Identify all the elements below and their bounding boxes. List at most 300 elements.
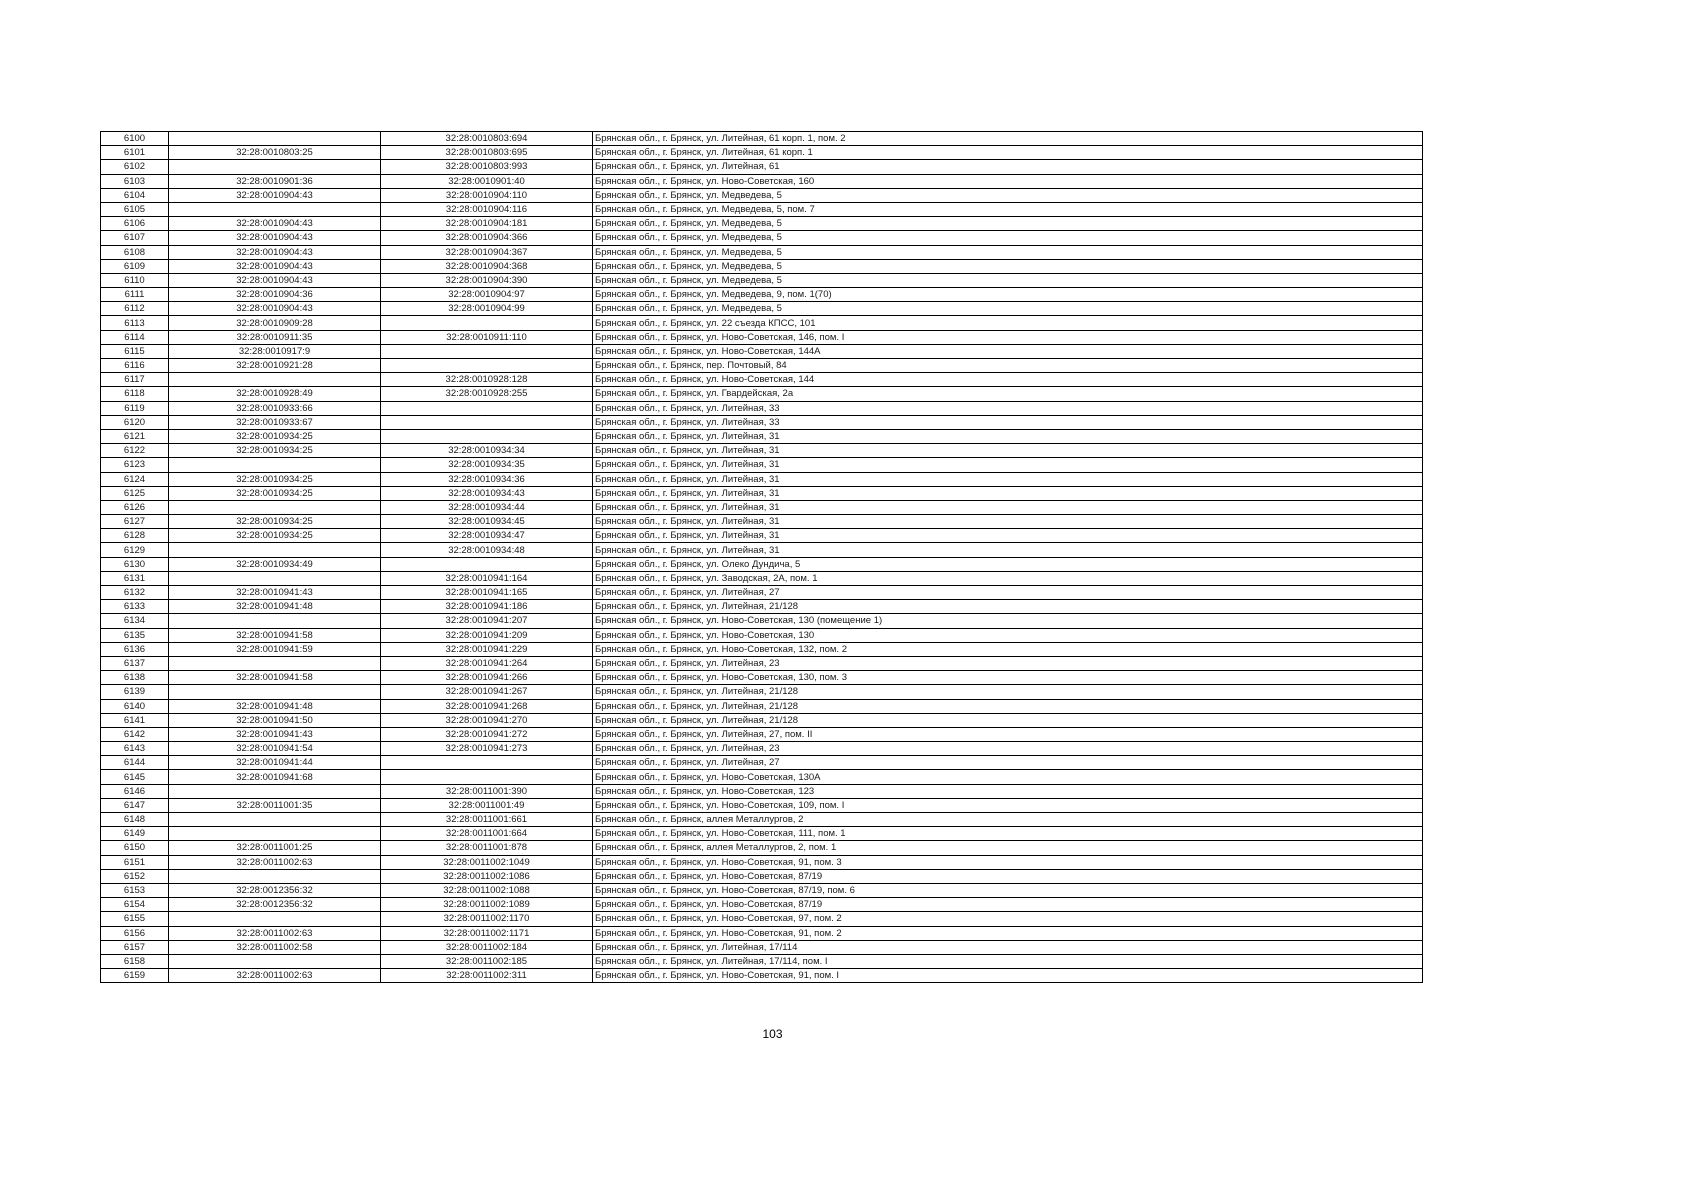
object-cadastral-number-cell: 32:28:0010941:165 — [381, 586, 593, 600]
row-number-cell: 6132 — [101, 586, 169, 600]
object-cadastral-number-cell — [381, 344, 593, 358]
object-cadastral-number-cell: 32:28:0011002:311 — [381, 969, 593, 983]
object-cadastral-number-cell: 32:28:0011002:185 — [381, 954, 593, 968]
land-cadastral-number-cell — [169, 869, 381, 883]
table-row — [101, 898, 1423, 912]
land-cadastral-number-cell: 32:28:0010941:44 — [169, 756, 381, 770]
address-cell: Брянская обл., г. Брянск, ул. Ново-Советская, 123 — [593, 784, 1423, 798]
object-cadastral-number-cell: 32:28:0011002:1170 — [381, 912, 593, 926]
land-cadastral-number-cell: 32:28:0010933:67 — [169, 415, 381, 429]
address-cell: Брянская обл., г. Брянск, ул. Литейная, 31 — [593, 429, 1423, 443]
land-cadastral-number-cell: 32:28:0010904:36 — [169, 288, 381, 302]
land-cadastral-number-cell: 32:28:0011001:35 — [169, 798, 381, 812]
address-cell: Брянская обл., г. Брянск, ул. Литейная, 17/114, пом. I — [593, 954, 1423, 968]
table-row — [101, 373, 1423, 387]
table-row — [101, 869, 1423, 883]
address-cell: Брянская обл., г. Брянск, ул. Ново-Советская, 130А — [593, 770, 1423, 784]
object-cadastral-number-cell: 32:28:0010941:229 — [381, 642, 593, 656]
land-cadastral-number-cell — [169, 954, 381, 968]
object-cadastral-number-cell: 32:28:0010941:207 — [381, 614, 593, 628]
address-cell: Брянская обл., г. Брянск, ул. Медведева, 5 — [593, 188, 1423, 202]
page-number: 103 — [762, 1027, 783, 1041]
land-cadastral-number-cell: 32:28:0010934:25 — [169, 529, 381, 543]
table-row — [101, 642, 1423, 656]
object-cadastral-number-cell: 32:28:0010803:695 — [381, 146, 593, 160]
table-row — [101, 600, 1423, 614]
row-number-cell: 6133 — [101, 600, 169, 614]
land-cadastral-number-cell: 32:28:0012356:32 — [169, 898, 381, 912]
land-cadastral-number-cell — [169, 373, 381, 387]
object-cadastral-number-cell: 32:28:0010934:45 — [381, 515, 593, 529]
address-cell: Брянская обл., г. Брянск, ул. Ново-Советская, 160 — [593, 174, 1423, 188]
row-number-cell: 6153 — [101, 883, 169, 897]
row-number-cell: 6108 — [101, 245, 169, 259]
land-cadastral-number-cell: 32:28:0010911:35 — [169, 330, 381, 344]
row-number-cell: 6154 — [101, 898, 169, 912]
land-cadastral-number-cell: 32:28:0010904:43 — [169, 302, 381, 316]
object-cadastral-number-cell — [381, 415, 593, 429]
address-cell: Брянская обл., г. Брянск, ул. Литейная, 33 — [593, 401, 1423, 415]
object-cadastral-number-cell — [381, 401, 593, 415]
address-cell: Брянская обл., г. Брянск, ул. Литейная, 31 — [593, 458, 1423, 472]
address-cell: Брянская обл., г. Брянск, ул. Литейная, 31 — [593, 543, 1423, 557]
land-cadastral-number-cell: 32:28:0010934:25 — [169, 486, 381, 500]
object-cadastral-number-cell: 32:28:0010904:366 — [381, 231, 593, 245]
table-row — [101, 671, 1423, 685]
address-cell: Брянская обл., г. Брянск, ул. Медведева, 5, пом. 7 — [593, 202, 1423, 216]
row-number-cell: 6140 — [101, 699, 169, 713]
row-number-cell: 6142 — [101, 727, 169, 741]
object-cadastral-number-cell: 32:28:0010928:255 — [381, 387, 593, 401]
object-cadastral-number-cell: 32:28:0010941:273 — [381, 742, 593, 756]
table-row — [101, 770, 1423, 784]
table-row — [101, 302, 1423, 316]
object-cadastral-number-cell: 32:28:0010941:267 — [381, 685, 593, 699]
row-number-cell: 6126 — [101, 500, 169, 514]
table-row — [101, 146, 1423, 160]
address-cell: Брянская обл., г. Брянск, ул. 22 съезда КПСС, 101 — [593, 316, 1423, 330]
table-row — [101, 742, 1423, 756]
land-cadastral-number-cell — [169, 813, 381, 827]
table-row — [101, 784, 1423, 798]
table-row — [101, 571, 1423, 585]
land-cadastral-number-cell: 32:28:0010941:59 — [169, 642, 381, 656]
row-number-cell: 6144 — [101, 756, 169, 770]
address-cell: Брянская обл., г. Брянск, ул. Литейная, 31 — [593, 444, 1423, 458]
land-cadastral-number-cell: 32:28:0010928:49 — [169, 387, 381, 401]
row-number-cell: 6159 — [101, 969, 169, 983]
table-row — [101, 330, 1423, 344]
object-cadastral-number-cell: 32:28:0010941:272 — [381, 727, 593, 741]
row-number-cell: 6101 — [101, 146, 169, 160]
land-cadastral-number-cell — [169, 784, 381, 798]
address-cell: Брянская обл., г. Брянск, ул. Литейная, 61 корп. 1 — [593, 146, 1423, 160]
object-cadastral-number-cell: 32:28:0010941:186 — [381, 600, 593, 614]
land-cadastral-number-cell — [169, 656, 381, 670]
table-row — [101, 472, 1423, 486]
address-cell: Брянская обл., г. Брянск, ул. Ново-Советская, 130 (помещение 1) — [593, 614, 1423, 628]
row-number-cell: 6130 — [101, 557, 169, 571]
land-cadastral-number-cell: 32:28:0010941:48 — [169, 600, 381, 614]
table-row — [101, 969, 1423, 983]
row-number-cell: 6158 — [101, 954, 169, 968]
object-cadastral-number-cell: 32:28:0010911:110 — [381, 330, 593, 344]
row-number-cell: 6145 — [101, 770, 169, 784]
address-cell: Брянская обл., г. Брянск, ул. Литейная, 31 — [593, 486, 1423, 500]
table-row — [101, 288, 1423, 302]
object-cadastral-number-cell: 32:28:0011001:49 — [381, 798, 593, 812]
object-cadastral-number-cell: 32:28:0011002:1086 — [381, 869, 593, 883]
table-row — [101, 231, 1423, 245]
land-cadastral-number-cell: 32:28:0010901:36 — [169, 174, 381, 188]
table-row — [101, 529, 1423, 543]
row-number-cell: 6135 — [101, 628, 169, 642]
address-cell: Брянская обл., г. Брянск, аллея Металлургов, 2 — [593, 813, 1423, 827]
land-cadastral-number-cell: 32:28:0010934:25 — [169, 515, 381, 529]
row-number-cell: 6147 — [101, 798, 169, 812]
table-row — [101, 813, 1423, 827]
address-cell: Брянская обл., г. Брянск, ул. Ново-Советская, 91, пом. I — [593, 969, 1423, 983]
object-cadastral-number-cell: 32:28:0011002:1088 — [381, 883, 593, 897]
address-cell: Брянская обл., г. Брянск, ул. Ново-Советская, 97, пом. 2 — [593, 912, 1423, 926]
table-row — [101, 926, 1423, 940]
table-row — [101, 500, 1423, 514]
table-row — [101, 217, 1423, 231]
table-row — [101, 940, 1423, 954]
land-cadastral-number-cell — [169, 160, 381, 174]
row-number-cell: 6150 — [101, 841, 169, 855]
land-cadastral-number-cell: 32:28:0010941:48 — [169, 699, 381, 713]
row-number-cell: 6131 — [101, 571, 169, 585]
object-cadastral-number-cell: 32:28:0010928:128 — [381, 373, 593, 387]
object-cadastral-number-cell: 32:28:0010934:48 — [381, 543, 593, 557]
address-cell: Брянская обл., г. Брянск, ул. Литейная, 17/114 — [593, 940, 1423, 954]
land-cadastral-number-cell — [169, 543, 381, 557]
address-cell: Брянская обл., г. Брянск, ул. Литейная, 27, пом. II — [593, 727, 1423, 741]
address-cell: Брянская обл., г. Брянск, ул. Ново-Советская, 87/19 — [593, 869, 1423, 883]
table-row — [101, 713, 1423, 727]
address-cell: Брянская обл., г. Брянск, ул. Литейная, 31 — [593, 472, 1423, 486]
table-row — [101, 756, 1423, 770]
address-cell: Брянская обл., г. Брянск, ул. Гвардейская, 2а — [593, 387, 1423, 401]
table-row — [101, 188, 1423, 202]
object-cadastral-number-cell: 32:28:0011001:661 — [381, 813, 593, 827]
land-cadastral-number-cell: 32:28:0010803:25 — [169, 146, 381, 160]
address-cell: Брянская обл., г. Брянск, ул. Литейная, 23 — [593, 742, 1423, 756]
row-number-cell: 6128 — [101, 529, 169, 543]
table-row — [101, 132, 1423, 146]
address-cell: Брянская обл., г. Брянск, ул. Ново-Советская, 91, пом. 2 — [593, 926, 1423, 940]
row-number-cell: 6136 — [101, 642, 169, 656]
registry-table — [100, 131, 1423, 983]
land-cadastral-number-cell: 32:28:0010941:58 — [169, 671, 381, 685]
land-cadastral-number-cell — [169, 912, 381, 926]
object-cadastral-number-cell: 32:28:0011002:1049 — [381, 855, 593, 869]
row-number-cell: 6106 — [101, 217, 169, 231]
row-number-cell: 6105 — [101, 202, 169, 216]
table-row — [101, 954, 1423, 968]
address-cell: Брянская обл., г. Брянск, ул. Заводская, 2А, пом. 1 — [593, 571, 1423, 585]
land-cadastral-number-cell — [169, 132, 381, 146]
land-cadastral-number-cell: 32:28:0010934:49 — [169, 557, 381, 571]
address-cell: Брянская обл., г. Брянск, ул. Ново-Советская, 132, пом. 2 — [593, 642, 1423, 656]
address-cell: Брянская обл., г. Брянск, ул. Литейная, 21/128 — [593, 699, 1423, 713]
address-cell: Брянская обл., г. Брянск, ул. Ново-Советская, 144А — [593, 344, 1423, 358]
row-number-cell: 6155 — [101, 912, 169, 926]
land-cadastral-number-cell: 32:28:0010941:43 — [169, 727, 381, 741]
table-row — [101, 245, 1423, 259]
row-number-cell: 6119 — [101, 401, 169, 415]
land-cadastral-number-cell: 32:28:0010933:66 — [169, 401, 381, 415]
table-row — [101, 160, 1423, 174]
table-row — [101, 259, 1423, 273]
land-cadastral-number-cell: 32:28:0011002:63 — [169, 926, 381, 940]
object-cadastral-number-cell — [381, 359, 593, 373]
row-number-cell: 6102 — [101, 160, 169, 174]
object-cadastral-number-cell: 32:28:0010904:99 — [381, 302, 593, 316]
table-row — [101, 273, 1423, 287]
land-cadastral-number-cell: 32:28:0010941:68 — [169, 770, 381, 784]
table-row — [101, 515, 1423, 529]
address-cell: Брянская обл., г. Брянск, ул. Медведева, 5 — [593, 231, 1423, 245]
row-number-cell: 6123 — [101, 458, 169, 472]
table-row — [101, 202, 1423, 216]
land-cadastral-number-cell: 32:28:0010904:43 — [169, 231, 381, 245]
table-row — [101, 883, 1423, 897]
land-cadastral-number-cell: 32:28:0010941:54 — [169, 742, 381, 756]
row-number-cell: 6112 — [101, 302, 169, 316]
table-row — [101, 401, 1423, 415]
land-cadastral-number-cell: 32:28:0010904:43 — [169, 188, 381, 202]
object-cadastral-number-cell: 32:28:0010934:47 — [381, 529, 593, 543]
row-number-cell: 6152 — [101, 869, 169, 883]
address-cell: Брянская обл., г. Брянск, ул. Ново-Советская, 91, пом. 3 — [593, 855, 1423, 869]
land-cadastral-number-cell: 32:28:0010904:43 — [169, 259, 381, 273]
object-cadastral-number-cell — [381, 557, 593, 571]
row-number-cell: 6120 — [101, 415, 169, 429]
object-cadastral-number-cell: 32:28:0010934:34 — [381, 444, 593, 458]
table-row — [101, 429, 1423, 443]
address-cell: Брянская обл., г. Брянск, ул. Ново-Советская, 130, пом. 3 — [593, 671, 1423, 685]
row-number-cell: 6127 — [101, 515, 169, 529]
object-cadastral-number-cell: 32:28:0010904:367 — [381, 245, 593, 259]
object-cadastral-number-cell: 32:28:0010904:181 — [381, 217, 593, 231]
table-row — [101, 855, 1423, 869]
address-cell: Брянская обл., г. Брянск, ул. Медведева, 5 — [593, 259, 1423, 273]
address-cell: Брянская обл., г. Брянск, ул. Литейная, 61 — [593, 160, 1423, 174]
object-cadastral-number-cell — [381, 756, 593, 770]
registry-table-body — [101, 132, 1423, 983]
row-number-cell: 6124 — [101, 472, 169, 486]
table-row — [101, 444, 1423, 458]
row-number-cell: 6116 — [101, 359, 169, 373]
address-cell: Брянская обл., г. Брянск, пер. Почтовый, 84 — [593, 359, 1423, 373]
row-number-cell: 6103 — [101, 174, 169, 188]
land-cadastral-number-cell: 32:28:0010917:9 — [169, 344, 381, 358]
land-cadastral-number-cell: 32:28:0010941:43 — [169, 586, 381, 600]
object-cadastral-number-cell: 32:28:0010934:36 — [381, 472, 593, 486]
object-cadastral-number-cell: 32:28:0011001:878 — [381, 841, 593, 855]
row-number-cell: 6111 — [101, 288, 169, 302]
row-number-cell: 6118 — [101, 387, 169, 401]
object-cadastral-number-cell: 32:28:0010904:390 — [381, 273, 593, 287]
object-cadastral-number-cell: 32:28:0010941:270 — [381, 713, 593, 727]
table-row — [101, 387, 1423, 401]
address-cell: Брянская обл., г. Брянск, ул. Медведева, 5 — [593, 302, 1423, 316]
land-cadastral-number-cell: 32:28:0011002:63 — [169, 969, 381, 983]
object-cadastral-number-cell — [381, 770, 593, 784]
row-number-cell: 6121 — [101, 429, 169, 443]
land-cadastral-number-cell: 32:28:0010904:43 — [169, 245, 381, 259]
table-row — [101, 586, 1423, 600]
table-row — [101, 543, 1423, 557]
table-row — [101, 841, 1423, 855]
object-cadastral-number-cell: 32:28:0010941:209 — [381, 628, 593, 642]
row-number-cell: 6100 — [101, 132, 169, 146]
land-cadastral-number-cell: 32:28:0010934:25 — [169, 429, 381, 443]
table-row — [101, 628, 1423, 642]
row-number-cell: 6157 — [101, 940, 169, 954]
address-cell: Брянская обл., г. Брянск, ул. Ново-Советская, 87/19, пом. 6 — [593, 883, 1423, 897]
row-number-cell: 6139 — [101, 685, 169, 699]
address-cell: Брянская обл., г. Брянск, ул. Литейная, 21/128 — [593, 600, 1423, 614]
address-cell: Брянская обл., г. Брянск, ул. Ново-Советская, 87/19 — [593, 898, 1423, 912]
land-cadastral-number-cell: 32:28:0011002:63 — [169, 855, 381, 869]
row-number-cell: 6115 — [101, 344, 169, 358]
row-number-cell: 6149 — [101, 827, 169, 841]
address-cell: Брянская обл., г. Брянск, ул. Литейная, 31 — [593, 515, 1423, 529]
object-cadastral-number-cell: 32:28:0011001:390 — [381, 784, 593, 798]
address-cell: Брянская обл., г. Брянск, ул. Медведева, 9, пом. 1(70) — [593, 288, 1423, 302]
land-cadastral-number-cell: 32:28:0010934:25 — [169, 444, 381, 458]
table-row — [101, 699, 1423, 713]
address-cell: Брянская обл., г. Брянск, ул. Ново-Советская, 130 — [593, 628, 1423, 642]
row-number-cell: 6143 — [101, 742, 169, 756]
table-row — [101, 727, 1423, 741]
address-cell: Брянская обл., г. Брянск, ул. Ново-Советская, 144 — [593, 373, 1423, 387]
table-row — [101, 912, 1423, 926]
address-cell: Брянская обл., г. Брянск, ул. Литейная, 27 — [593, 586, 1423, 600]
row-number-cell: 6125 — [101, 486, 169, 500]
object-cadastral-number-cell: 32:28:0010904:97 — [381, 288, 593, 302]
row-number-cell: 6129 — [101, 543, 169, 557]
land-cadastral-number-cell — [169, 500, 381, 514]
land-cadastral-number-cell: 32:28:0012356:32 — [169, 883, 381, 897]
table-row — [101, 827, 1423, 841]
land-cadastral-number-cell: 32:28:0011001:25 — [169, 841, 381, 855]
table-row — [101, 614, 1423, 628]
object-cadastral-number-cell: 32:28:0010934:35 — [381, 458, 593, 472]
land-cadastral-number-cell — [169, 614, 381, 628]
row-number-cell: 6117 — [101, 373, 169, 387]
table-row — [101, 458, 1423, 472]
object-cadastral-number-cell: 32:28:0011001:664 — [381, 827, 593, 841]
land-cadastral-number-cell — [169, 458, 381, 472]
object-cadastral-number-cell: 32:28:0011002:1089 — [381, 898, 593, 912]
address-cell: Брянская обл., г. Брянск, ул. Литейная, 27 — [593, 756, 1423, 770]
row-number-cell: 6109 — [101, 259, 169, 273]
table-row — [101, 798, 1423, 812]
object-cadastral-number-cell: 32:28:0010941:266 — [381, 671, 593, 685]
land-cadastral-number-cell: 32:28:0011002:58 — [169, 940, 381, 954]
address-cell: Брянская обл., г. Брянск, ул. Литейная, 23 — [593, 656, 1423, 670]
address-cell: Брянская обл., г. Брянск, ул. Литейная, 61 корп. 1, пом. 2 — [593, 132, 1423, 146]
table-row — [101, 557, 1423, 571]
table-row — [101, 685, 1423, 699]
row-number-cell: 6146 — [101, 784, 169, 798]
table-row — [101, 486, 1423, 500]
row-number-cell: 6156 — [101, 926, 169, 940]
object-cadastral-number-cell: 32:28:0010803:993 — [381, 160, 593, 174]
object-cadastral-number-cell: 32:28:0011002:1171 — [381, 926, 593, 940]
land-cadastral-number-cell — [169, 202, 381, 216]
land-cadastral-number-cell: 32:28:0010904:43 — [169, 217, 381, 231]
land-cadastral-number-cell: 32:28:0010941:50 — [169, 713, 381, 727]
object-cadastral-number-cell: 32:28:0010904:110 — [381, 188, 593, 202]
object-cadastral-number-cell: 32:28:0010803:694 — [381, 132, 593, 146]
object-cadastral-number-cell: 32:28:0010941:164 — [381, 571, 593, 585]
object-cadastral-number-cell: 32:28:0010934:44 — [381, 500, 593, 514]
address-cell: Брянская обл., г. Брянск, ул. Олеко Дундича, 5 — [593, 557, 1423, 571]
row-number-cell: 6141 — [101, 713, 169, 727]
address-cell: Брянская обл., г. Брянск, ул. Литейная, 33 — [593, 415, 1423, 429]
land-cadastral-number-cell — [169, 827, 381, 841]
address-cell: Брянская обл., г. Брянск, ул. Литейная, 21/128 — [593, 713, 1423, 727]
land-cadastral-number-cell: 32:28:0010904:43 — [169, 273, 381, 287]
address-cell: Брянская обл., г. Брянск, ул. Медведева, 5 — [593, 245, 1423, 259]
table-row — [101, 344, 1423, 358]
address-cell: Брянская обл., г. Брянск, ул. Медведева, 5 — [593, 273, 1423, 287]
row-number-cell: 6113 — [101, 316, 169, 330]
object-cadastral-number-cell: 32:28:0010941:268 — [381, 699, 593, 713]
object-cadastral-number-cell: 32:28:0010904:116 — [381, 202, 593, 216]
row-number-cell: 6148 — [101, 813, 169, 827]
address-cell: Брянская обл., г. Брянск, ул. Литейная, 31 — [593, 529, 1423, 543]
land-cadastral-number-cell — [169, 685, 381, 699]
row-number-cell: 6151 — [101, 855, 169, 869]
row-number-cell: 6137 — [101, 656, 169, 670]
address-cell: Брянская обл., г. Брянск, ул. Литейная, 31 — [593, 500, 1423, 514]
object-cadastral-number-cell: 32:28:0010901:40 — [381, 174, 593, 188]
address-cell: Брянская обл., г. Брянск, ул. Литейная, 21/128 — [593, 685, 1423, 699]
table-row — [101, 656, 1423, 670]
land-cadastral-number-cell: 32:28:0010909:28 — [169, 316, 381, 330]
land-cadastral-number-cell: 32:28:0010934:25 — [169, 472, 381, 486]
address-cell: Брянская обл., г. Брянск, ул. Ново-Советская, 111, пом. 1 — [593, 827, 1423, 841]
land-cadastral-number-cell — [169, 571, 381, 585]
row-number-cell: 6134 — [101, 614, 169, 628]
address-cell: Брянская обл., г. Брянск, ул. Медведева, 5 — [593, 217, 1423, 231]
table-row — [101, 316, 1423, 330]
object-cadastral-number-cell: 32:28:0011002:184 — [381, 940, 593, 954]
table-row — [101, 174, 1423, 188]
row-number-cell: 6138 — [101, 671, 169, 685]
object-cadastral-number-cell: 32:28:0010934:43 — [381, 486, 593, 500]
row-number-cell: 6107 — [101, 231, 169, 245]
row-number-cell: 6114 — [101, 330, 169, 344]
address-cell: Брянская обл., г. Брянск, ул. Ново-Советская, 146, пом. I — [593, 330, 1423, 344]
object-cadastral-number-cell — [381, 429, 593, 443]
address-cell: Брянская обл., г. Брянск, ул. Ново-Советская, 109, пом. I — [593, 798, 1423, 812]
row-number-cell: 6104 — [101, 188, 169, 202]
object-cadastral-number-cell: 32:28:0010941:264 — [381, 656, 593, 670]
object-cadastral-number-cell — [381, 316, 593, 330]
row-number-cell: 6122 — [101, 444, 169, 458]
land-cadastral-number-cell: 32:28:0010921:28 — [169, 359, 381, 373]
table-row — [101, 359, 1423, 373]
land-cadastral-number-cell: 32:28:0010941:58 — [169, 628, 381, 642]
table-row — [101, 415, 1423, 429]
